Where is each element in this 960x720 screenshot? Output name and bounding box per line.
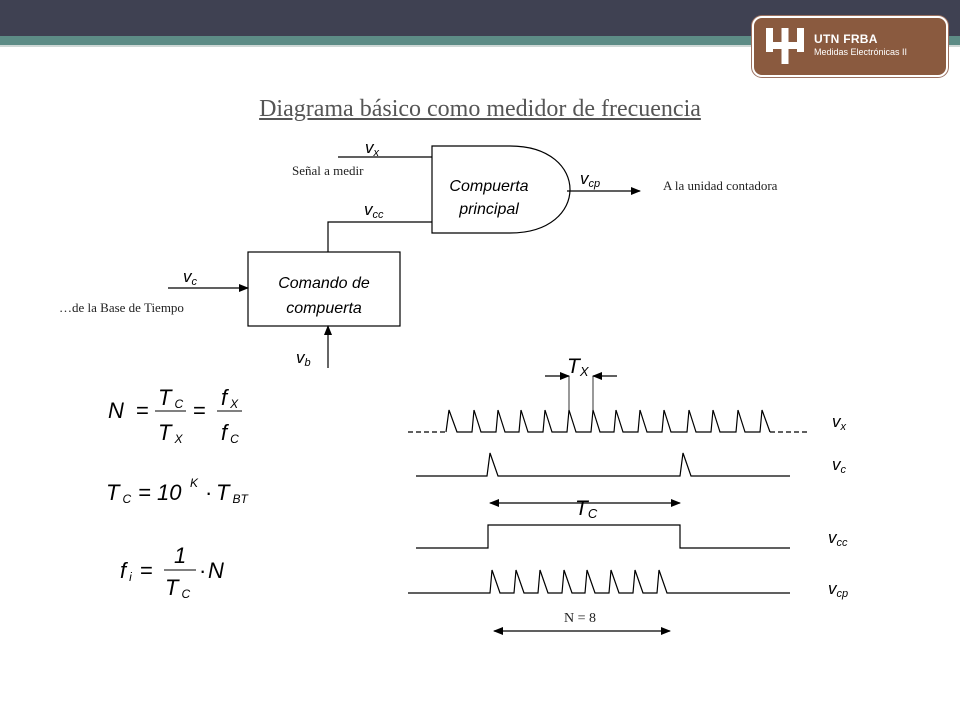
vc-waveform: [416, 453, 790, 476]
signal-to-measure-label: Señal a medir: [292, 163, 364, 178]
gate-label-line1: Compuerta: [449, 178, 529, 195]
formula-tc-timebase: [106, 476, 249, 506]
timing-vc-label: vc: [832, 455, 846, 476]
vb-signal-label: vb: [296, 348, 311, 369]
tx-period-label: TX: [567, 355, 589, 379]
formula-fi: [120, 543, 224, 601]
vcp-signal-label: vcp: [580, 169, 601, 190]
timing-vcp-label: vcp: [828, 579, 849, 600]
command-label-line1: Comando de: [278, 275, 370, 292]
formula1-num-tc: T C: [158, 385, 184, 411]
formula2-dot: ·: [205, 480, 213, 505]
vc-signal-label: vc: [183, 267, 197, 288]
vx-waveform: [446, 410, 770, 432]
formula1-eq1: =: [136, 398, 149, 423]
formula3-den-tc: T C: [165, 575, 191, 601]
timebase-label: …de la Base de Tiempo: [59, 300, 184, 315]
tc-period-label: TC: [575, 497, 598, 521]
formula1-num-fx: f X: [221, 385, 239, 411]
formula2-tbt: TBT: [216, 480, 248, 506]
timing-vcc-label: vcc: [828, 528, 848, 549]
vcp-waveform: [408, 570, 790, 593]
gate-label-line2: principal: [459, 201, 519, 218]
timing-vx-label: vx: [832, 412, 846, 433]
formula2-exponent-k: K: [190, 476, 199, 490]
badge-course: Medidas Electrónicas II: [814, 47, 908, 57]
formula3-fi: fi: [120, 558, 132, 584]
formula-n-ratio: [108, 385, 242, 446]
formula3-n: N: [208, 558, 224, 583]
formula3-dot: ·: [199, 558, 207, 583]
badge-org: UTN FRBA: [814, 32, 878, 46]
vcc-signal-label: vcc: [364, 200, 384, 221]
vcc-connection-line: [328, 222, 432, 252]
vcc-waveform: [416, 525, 790, 548]
command-label-line2: compuerta: [286, 300, 362, 317]
pulse-count-label: N = 8: [563, 611, 597, 626]
formula3-num: 1: [174, 543, 187, 568]
formula1-den-tx: T X: [158, 420, 183, 446]
formula1-n: N: [108, 398, 124, 423]
formula1-den-fc: f C: [221, 420, 239, 446]
formula2-tc: T C: [106, 480, 132, 506]
formula1-eq2: =: [193, 398, 206, 423]
formula3-eq: =: [140, 558, 153, 583]
vx-signal-label: vx: [365, 138, 379, 159]
counter-unit-label: A la unidad contadora: [663, 178, 778, 193]
page-title: Diagrama básico como medidor de frecuencia: [259, 96, 701, 122]
formula2-eq-ten: = 10: [138, 480, 182, 505]
